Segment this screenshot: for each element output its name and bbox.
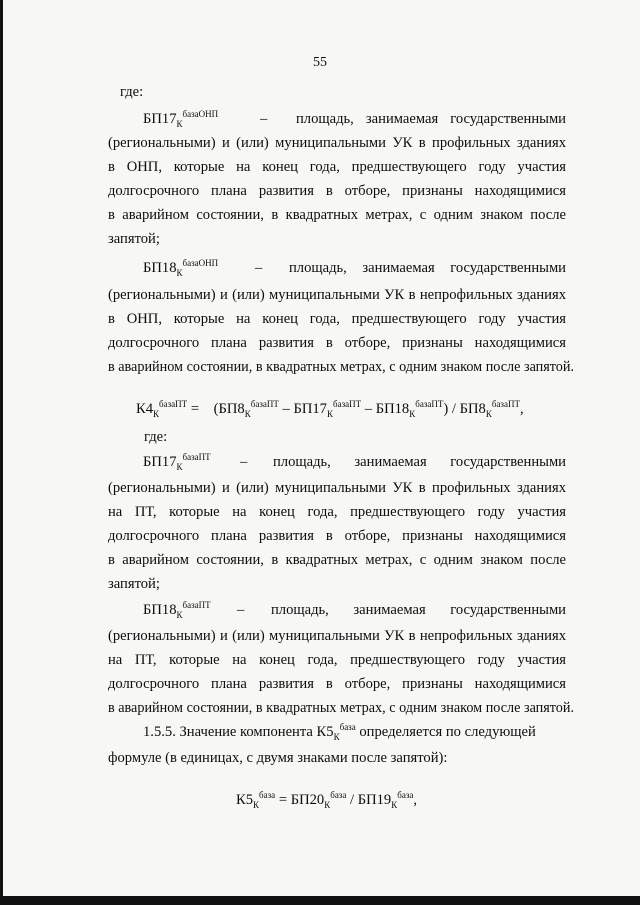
formula-k4: $К4_К^{базаПТ}$ = $(БП8_К^{базаПТ} - БП17_К^{базаПТ} - БП18_К^{базаПТ}) / БП8_К^{базаПТ}$, xyxy=(136,399,524,419)
text-line: в ОНП, которые на конец года, предшествующего году участия xyxy=(108,311,566,327)
page-number: 55 xyxy=(313,55,327,70)
definition-term-line xyxy=(143,453,566,472)
dash: – xyxy=(255,260,263,276)
text-line: запятой; xyxy=(108,231,160,247)
definition-term-line xyxy=(143,601,566,620)
text-line: долгосрочного плана развития в отборе, признаны находящимися xyxy=(108,676,566,692)
dash: – xyxy=(260,111,268,127)
text-line: долгосрочного плана развития в отборе, признаны находящимися xyxy=(108,183,566,199)
text-line: (региональными) и (или) муниципальными УК в непрофильных зданиях xyxy=(108,628,566,644)
text-line: в ОНП, которые на конец года, предшествующего году участия xyxy=(108,159,566,175)
text-line: запятой; xyxy=(108,576,160,592)
where-label: где: xyxy=(144,429,168,445)
text-line: на ПТ, которые на конец года, предшествующего году участия xyxy=(108,504,566,520)
definition-term-line xyxy=(143,259,566,278)
definition-text: площадь, занимаемая государственными xyxy=(296,111,566,127)
text-line: на ПТ, которые на конец года, предшествующего году участия xyxy=(108,652,566,668)
text-line: (региональными) и (или) муниципальными УК в профильных зданиях xyxy=(108,480,566,496)
dash: – xyxy=(240,454,248,470)
text-line: (региональными) и (или) муниципальными УК в непрофильных зданиях xyxy=(108,287,566,303)
text-line: (региональными) и (или) муниципальными УК в профильных зданиях xyxy=(108,135,566,151)
text-line: в аварийном состоянии, в квадратных метрах, с одним знаком после xyxy=(108,207,566,223)
definition-text: площадь, занимаемая государственными xyxy=(271,602,566,618)
scan-bottom-edge xyxy=(0,896,640,905)
scan-left-edge xyxy=(0,0,3,905)
dash: – xyxy=(237,602,245,618)
where-label: где: xyxy=(120,84,144,100)
definition-term-line xyxy=(143,110,566,129)
term: $БП18_К^{базаОНП}$ xyxy=(143,258,219,278)
text-line: в аварийном состоянии, в квадратных метрах, с одним знаком после запятой. xyxy=(108,359,575,375)
text-line: формуле (в единицах, с двумя знаками после запятой): xyxy=(108,750,448,766)
term: $БП17_К^{базаПТ}$ xyxy=(143,452,211,472)
text-line: долгосрочного плана развития в отборе, признаны находящимися xyxy=(108,335,566,351)
definition-text: площадь, занимаемая государственными xyxy=(289,260,566,276)
term: $БП18_К^{базаПТ}$ xyxy=(143,600,211,620)
text-line: долгосрочного плана развития в отборе, признаны находящимися xyxy=(108,528,566,544)
text-line: в аварийном состоянии, в квадратных метрах, с одним знаком после xyxy=(108,552,566,568)
text-line: в аварийном состоянии, в квадратных метрах, с одним знаком после запятой. xyxy=(108,700,575,716)
formula-k5: $К5_К^{база} = БП20_К^{база} / БП19_К^{база}$, xyxy=(236,790,418,810)
paragraph-1-5-5: 1.5.5. Значение компонента $К5_К^{база}$ определяется по следующей xyxy=(143,722,536,742)
term: $БП17_К^{базаОНП}$ xyxy=(143,109,219,129)
definition-text: площадь, занимаемая государственными xyxy=(273,454,566,470)
